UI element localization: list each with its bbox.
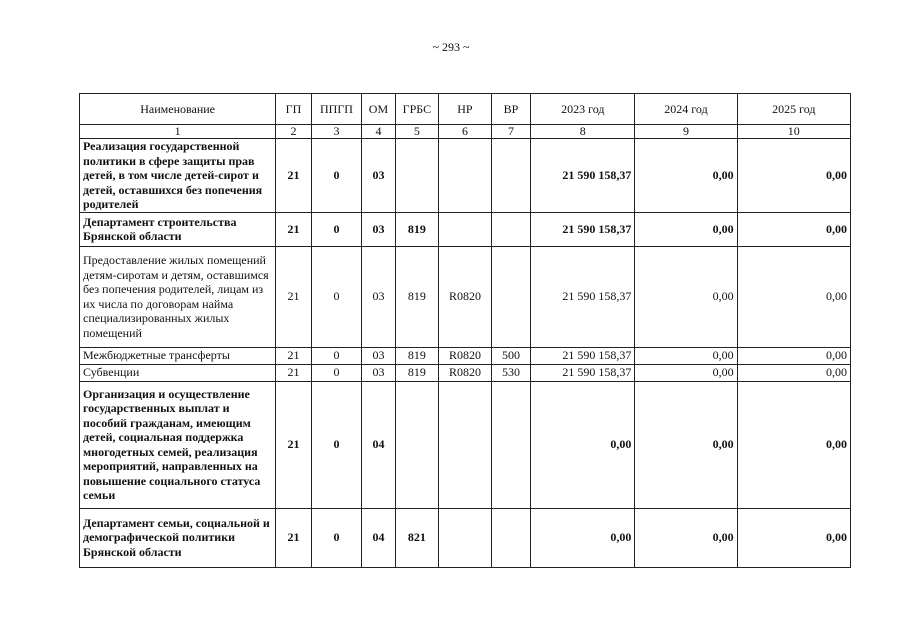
column-number-row [80,125,851,139]
cell-vr [491,212,530,246]
header-2024: 2024 год [635,94,737,125]
cell-om: 03 [362,364,395,381]
cell-2025: 0,00 [737,139,850,213]
table-row [80,508,851,567]
header-ppgp: ППГП [311,94,362,125]
cell-2024: 0,00 [635,139,737,213]
header-2025: 2025 год [737,94,850,125]
row-name: Организация и осуществление государственных выплат и пособий гражданам, имеющим детей, социальная поддержка многодетных семей, реализация мероприятий, направленных на повышение социального статуса семьи [80,381,276,508]
cell-2023: 0,00 [531,508,635,567]
header-name: Наименование [80,94,276,125]
cell-2025: 0,00 [737,347,850,364]
cell-gp: 21 [276,246,311,347]
cell-gp: 21 [276,139,311,213]
cell-om: 04 [362,381,395,508]
column-number: 1 [80,125,276,139]
cell-om: 04 [362,508,395,567]
cell-om: 03 [362,246,395,347]
cell-2023: 0,00 [531,381,635,508]
cell-grbs: 819 [395,212,439,246]
cell-nr [439,381,492,508]
cell-nr [439,139,492,213]
cell-om: 03 [362,212,395,246]
cell-grbs: 819 [395,347,439,364]
cell-2025: 0,00 [737,381,850,508]
cell-nr: R0820 [439,364,492,381]
cell-gp: 21 [276,347,311,364]
cell-ppgp: 0 [311,508,362,567]
cell-vr [491,508,530,567]
row-name: Реализация государственной политики в сфере защиты прав детей, в том числе детей-сирот и детей, оставшихся без попечения родителей [80,139,276,213]
header-grbs: ГРБС [395,94,439,125]
cell-2024: 0,00 [635,347,737,364]
column-number: 2 [276,125,311,139]
cell-2025: 0,00 [737,246,850,347]
header-vr: ВР [491,94,530,125]
header-row [80,94,851,125]
cell-2025: 0,00 [737,212,850,246]
column-number: 10 [737,125,850,139]
column-number: 7 [491,125,530,139]
cell-nr: R0820 [439,246,492,347]
table-row [80,139,851,213]
column-number: 5 [395,125,439,139]
cell-nr [439,212,492,246]
table-row [80,347,851,364]
column-number: 9 [635,125,737,139]
cell-gp: 21 [276,381,311,508]
cell-nr [439,508,492,567]
column-number: 6 [439,125,492,139]
row-name: Межбюджетные трансферты [80,347,276,364]
cell-2023: 21 590 158,37 [531,364,635,381]
table-row [80,381,851,508]
column-number: 3 [311,125,362,139]
table-row [80,246,851,347]
budget-table [79,93,851,568]
cell-ppgp: 0 [311,381,362,508]
cell-gp: 21 [276,508,311,567]
table-row [80,364,851,381]
column-number: 8 [531,125,635,139]
cell-ppgp: 0 [311,212,362,246]
cell-grbs: 821 [395,508,439,567]
cell-2024: 0,00 [635,381,737,508]
cell-2023: 21 590 158,37 [531,246,635,347]
cell-2023: 21 590 158,37 [531,212,635,246]
cell-grbs [395,381,439,508]
cell-grbs: 819 [395,246,439,347]
cell-2024: 0,00 [635,212,737,246]
cell-vr [491,246,530,347]
cell-2023: 21 590 158,37 [531,139,635,213]
header-gp: ГП [276,94,311,125]
cell-2025: 0,00 [737,364,850,381]
cell-ppgp: 0 [311,246,362,347]
row-name: Субвенции [80,364,276,381]
cell-gp: 21 [276,212,311,246]
cell-gp: 21 [276,364,311,381]
cell-ppgp: 0 [311,347,362,364]
cell-vr: 530 [491,364,530,381]
cell-om: 03 [362,347,395,364]
cell-nr: R0820 [439,347,492,364]
cell-vr [491,381,530,508]
cell-grbs: 819 [395,364,439,381]
header-om: ОМ [362,94,395,125]
cell-ppgp: 0 [311,364,362,381]
cell-grbs [395,139,439,213]
cell-2023: 21 590 158,37 [531,347,635,364]
cell-vr [491,139,530,213]
cell-2024: 0,00 [635,246,737,347]
row-name: Департамент строительства Брянской области [80,212,276,246]
row-name: Предоставление жилых помещений детям-сиротам и детям, оставшимся без попечения родителей, лицам из их числа по договорам найма специализированных жилых помещений [80,246,276,347]
cell-2025: 0,00 [737,508,850,567]
cell-2024: 0,00 [635,508,737,567]
cell-om: 03 [362,139,395,213]
row-name: Департамент семьи, социальной и демографической политики Брянской области [80,508,276,567]
column-number: 4 [362,125,395,139]
cell-ppgp: 0 [311,139,362,213]
header-nr: НР [439,94,492,125]
table-row [80,212,851,246]
cell-2024: 0,00 [635,364,737,381]
page-number: ~ 293 ~ [432,40,470,54]
header-2023: 2023 год [531,94,635,125]
cell-vr: 500 [491,347,530,364]
